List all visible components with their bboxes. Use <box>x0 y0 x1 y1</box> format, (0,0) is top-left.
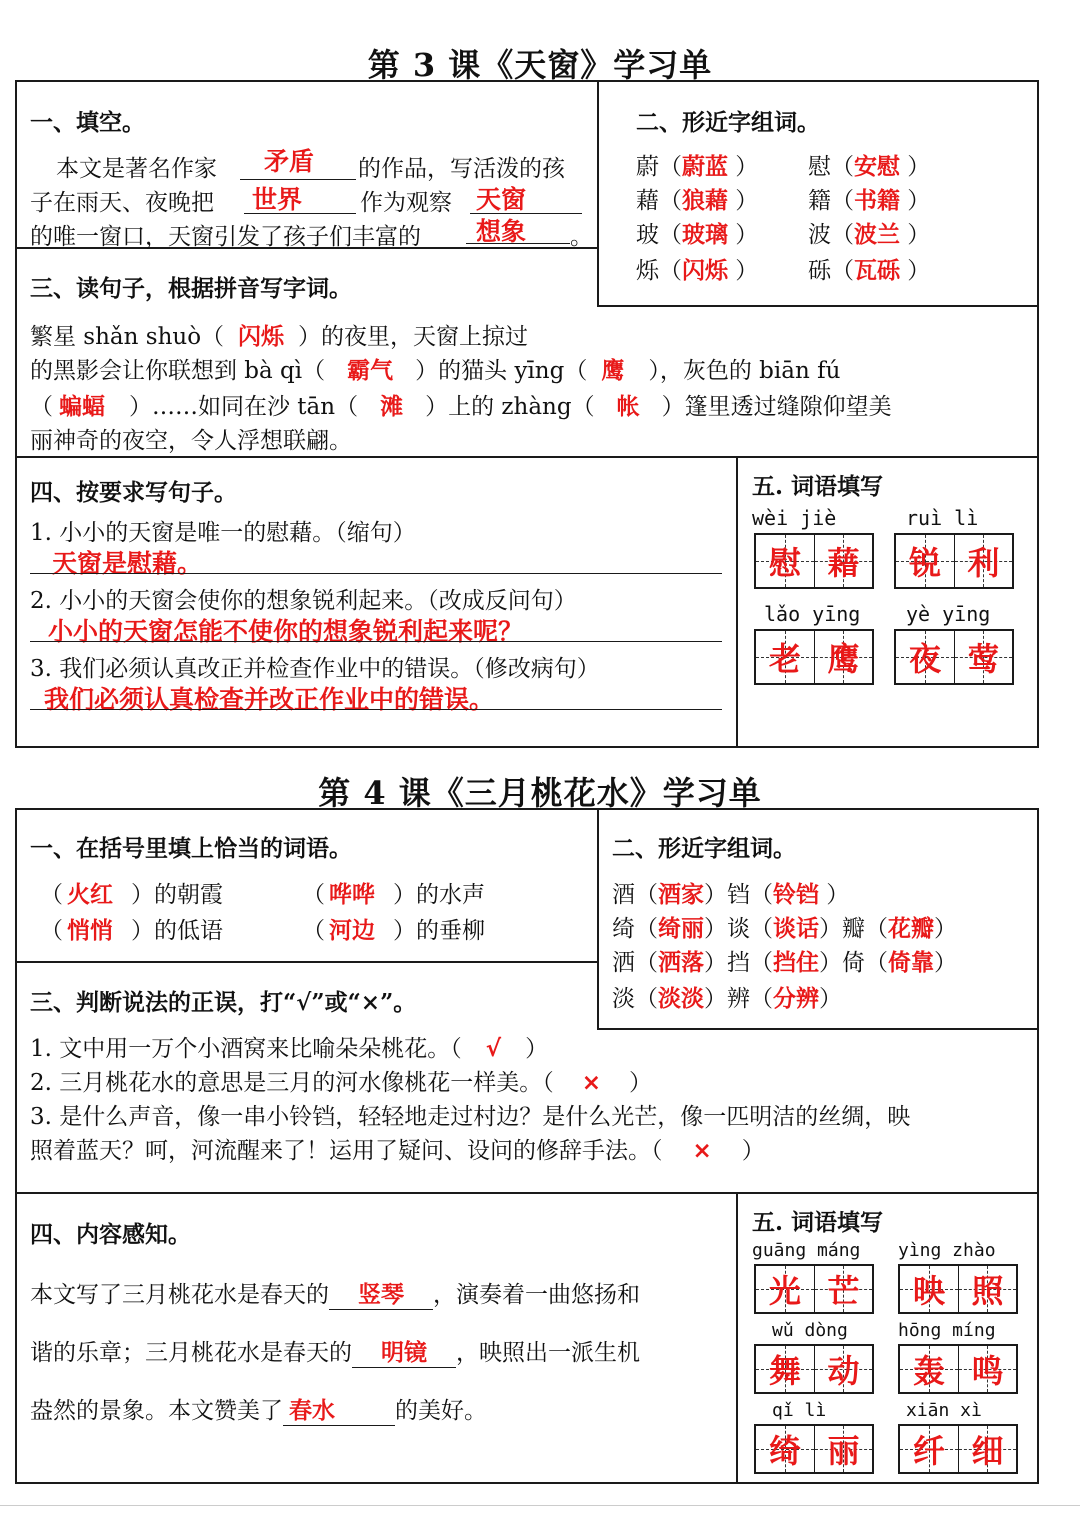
l3-s2-char: 烁 <box>636 258 659 284</box>
lesson4-title: 第 4 课《三月桃花水》学习单 <box>318 774 762 812</box>
l3-s3-answer: 帐 <box>616 394 640 420</box>
l4-s4-line3: 盎然的景象。本文赞美了 春水 的美好。 <box>30 1392 487 1426</box>
l4-s5-pinyin: yìng zhào <box>898 1240 996 1261</box>
l3-s2-word: 书籍 <box>854 188 900 214</box>
l3-s4-answer-line <box>30 544 722 574</box>
l3-s3-answer: 鹰 <box>601 358 625 384</box>
l4-s5-word-grid <box>754 1344 874 1394</box>
l4-s3-q3b: 照着蓝天？呵，河流醒来了！运用了疑问、设问的修辞手法。（ × ） <box>30 1138 765 1164</box>
l3-s5-word-grid <box>754 533 874 589</box>
l4-s5-word-grid <box>754 1264 874 1314</box>
l4-s3-mark: × <box>692 1138 712 1164</box>
l3-s1-text5: 的唯一窗口，天窗引发了孩子们丰富的 <box>30 224 421 250</box>
l4-s1-item: （ 火红 ）的朝霞 <box>40 882 223 908</box>
l4-s5-char: 芒 <box>827 1272 860 1310</box>
l3-s5-char: 莺 <box>967 640 1000 678</box>
l3-s5-pinyin: lǎo yīng <box>764 602 861 626</box>
l4-s5-word-grid <box>754 1424 874 1474</box>
l3-s2-word: 安慰 <box>854 154 900 180</box>
l4-s4-answer: 明镜 <box>352 1334 456 1368</box>
l3-s3-answer: 蝙蝠 <box>59 394 105 420</box>
l3-s4-answer3: 我们必须认真检查并改正作业中的错误。 <box>44 685 495 714</box>
l3-s3-answer: 闪烁 <box>238 324 285 350</box>
lesson3-title: 第 3 课《天窗》学习单 <box>367 46 713 84</box>
l3-s1-answer3: 天窗 <box>476 185 527 214</box>
l3-s4-question3: 3. 我们必须认真改正并检查作业中的错误。（修改病句） <box>30 656 600 682</box>
l3-s2-word: 波兰 <box>854 222 900 248</box>
l3-s5-char: 老 <box>768 640 801 678</box>
l4-s5-char: 鸣 <box>971 1352 1004 1390</box>
l4-s1-item: （ 河边 ）的垂柳 <box>302 918 485 944</box>
l3-s5-pinyin: yè yīng <box>906 602 991 626</box>
l3-s2-word: 狼藉 <box>682 188 728 214</box>
l4-s2-heading: 二、形近字组词。 <box>612 835 796 862</box>
l4-s3-mark: × <box>581 1070 602 1096</box>
l3-s2-char: 波 <box>808 222 831 248</box>
l4-s5-pinyin: hōng míng <box>898 1320 996 1341</box>
l4-s5-word-grid <box>898 1424 1018 1474</box>
l3-s1-text4: 作为观察 <box>360 190 452 216</box>
l4-s4-heading: 四、内容感知。 <box>30 1221 191 1248</box>
l3-s5-char: 夜 <box>908 640 941 678</box>
l3-s1-answer4: 想象 <box>476 217 527 246</box>
l4-s3-q2: 2. 三月桃花水的意思是三月的河水像桃花一样美。（ × ） <box>30 1070 653 1096</box>
l4-s5-char: 映 <box>912 1272 945 1310</box>
l3-s4-answer-line <box>30 680 722 710</box>
l4-s3-mark: √ <box>485 1036 502 1062</box>
l4-s2-row: 洒（洒落）挡（挡住）倚（倚靠） <box>612 950 957 976</box>
l3-s3-heading: 三、读句子，根据拼音写字词。 <box>30 275 352 302</box>
l3-s2-char: 玻 <box>636 222 659 248</box>
l3-s1-heading: 一、填空。 <box>30 109 145 136</box>
l4-s5-char: 纤 <box>912 1432 945 1470</box>
l4-s1-item: （ 悄悄 ）的低语 <box>40 918 223 944</box>
l3-s1-answer1: 矛盾 <box>264 147 315 176</box>
l3-s2-char: 蔚 <box>636 154 659 180</box>
l3-s3-line1: 繁星 shǎn shuò（ 闪烁 ）的夜里，天窗上掠过 <box>30 324 529 350</box>
l4-s5-char: 动 <box>827 1352 860 1390</box>
l3-s2-char: 藉 <box>636 188 659 214</box>
l3-s1-text6: 。 <box>570 224 593 250</box>
l3-s4-heading: 四、按要求写句子。 <box>30 479 237 506</box>
l3-s5-char: 鹰 <box>827 640 860 678</box>
l3-s3-line4: 丽神奇的夜空，令人浮想联翩。 <box>30 428 352 454</box>
l4-s5-char: 照 <box>971 1272 1004 1310</box>
l3-s5-heading: 五. 词语填写 <box>752 473 884 500</box>
l4-s5-pinyin: qǐ lì <box>772 1400 827 1421</box>
l3-s2-word: 闪烁 <box>682 258 728 284</box>
l3-s1-answer2: 世界 <box>252 185 303 214</box>
l3-s5-pinyin: wèi jiè <box>752 506 837 530</box>
l3-s5-char: 利 <box>967 544 1000 582</box>
l4-s5-pinyin: wǔ dòng <box>772 1320 848 1341</box>
l3-s3-line2: 的黑影会让你联想到 bà qì（ 霸气 ）的猫头 yīng（ 鹰 ），灰色的 biān fú <box>30 358 841 384</box>
l3-s5-char: 锐 <box>908 544 941 582</box>
l4-s4-answer: 竖琴 <box>329 1276 433 1310</box>
l4-s5-char: 轰 <box>912 1352 945 1390</box>
l4-s2-row: 酒（酒家）铛（铃铛 ） <box>612 882 850 908</box>
l4-s5-char: 细 <box>971 1432 1004 1470</box>
l3-s3-line3: （ 蝙蝠 ）……如同在沙 tān（ 滩 ）上的 zhàng（ 帐 ）篷里透过缝隙仰望美 <box>30 394 892 420</box>
l3-s2-char: 慰 <box>808 154 831 180</box>
l3-s4-answer1: 天窗是慰藉。 <box>52 549 203 578</box>
l3-s5-word-grid <box>754 629 874 685</box>
l3-s1-text1: 本文是著名作家 <box>56 156 217 182</box>
l4-s5-word-grid <box>898 1264 1018 1314</box>
l3-s2-word: 玻璃 <box>682 222 728 248</box>
l3-s2-word: 蔚蓝 <box>682 154 728 180</box>
page-bottom-divider <box>0 1505 1080 1506</box>
l4-s5-pinyin: xiān xì <box>906 1400 982 1421</box>
l3-s4-answer2: 小小的天窗怎能不使你的想象锐利起来呢？ <box>48 617 524 646</box>
l3-s2-char: 籍 <box>808 188 831 214</box>
l3-s5-word-grid <box>894 629 1014 685</box>
l4-s5-char: 光 <box>768 1272 801 1310</box>
l4-s3-q3a: 3. 是什么声音，像一串小铃铛，轻轻地走过村边？是什么光芒，像一匹明洁的丝绸，映 <box>30 1104 911 1130</box>
l4-s5-pinyin: guāng máng <box>752 1240 861 1261</box>
l3-s5-char: 慰 <box>768 544 801 582</box>
l4-s5-heading: 五. 词语填写 <box>752 1209 884 1236</box>
l3-s5-char: 藉 <box>827 544 860 582</box>
l4-s5-char: 丽 <box>827 1432 860 1470</box>
l4-s5-char: 舞 <box>768 1352 801 1390</box>
l3-s2-heading: 二、形近字组词。 <box>636 109 820 136</box>
l4-s4-answer: 春水 <box>283 1392 395 1426</box>
l4-s5-char: 绮 <box>768 1432 801 1470</box>
l4-s3-q1: 1. 文中用一万个小酒窝来比喻朵朵桃花。（ √ ） <box>30 1036 549 1062</box>
l4-s5-word-grid <box>898 1344 1018 1394</box>
l4-s4-line2: 谐的乐章；三月桃花水是春天的 明镜 ，映照出一派生机 <box>30 1334 640 1368</box>
l3-s1-text2: 的作品，写活泼的孩 <box>358 156 565 182</box>
l3-s2-char: 砾 <box>808 258 831 284</box>
l3-s1-text3: 子在雨天、夜晚把 <box>30 190 214 216</box>
l3-s4-question1: 1. 小小的天窗是唯一的慰藉。（缩句） <box>30 520 416 546</box>
l4-s1-heading: 一、在括号里填上恰当的词语。 <box>30 835 352 862</box>
l4-s4-line1: 本文写了三月桃花水是春天的 竖琴 ，演奏着一曲悠扬和 <box>30 1276 640 1310</box>
l3-s2-word: 瓦砾 <box>854 258 900 284</box>
l4-s2-row: 绮（绮丽）谈（谈话）瓣（花瓣） <box>612 916 957 942</box>
l3-s5-pinyin: ruì lì <box>906 506 979 530</box>
l3-s4-answer-line <box>30 612 722 642</box>
l3-s5-word-grid <box>894 533 1014 589</box>
l4-s2-row: 淡（淡淡）辨（分辨） <box>612 986 842 1012</box>
l3-s3-answer: 滩 <box>380 394 404 420</box>
l3-s4-question2: 2. 小小的天窗会使你的想象锐利起来。（改成反问句） <box>30 588 577 614</box>
l4-s3-heading: 三、判断说法的正误，打“√”或“×”。 <box>30 989 417 1016</box>
l3-s3-answer: 霸气 <box>347 358 394 384</box>
l4-s1-item: （ 哗哗 ）的水声 <box>302 882 485 908</box>
